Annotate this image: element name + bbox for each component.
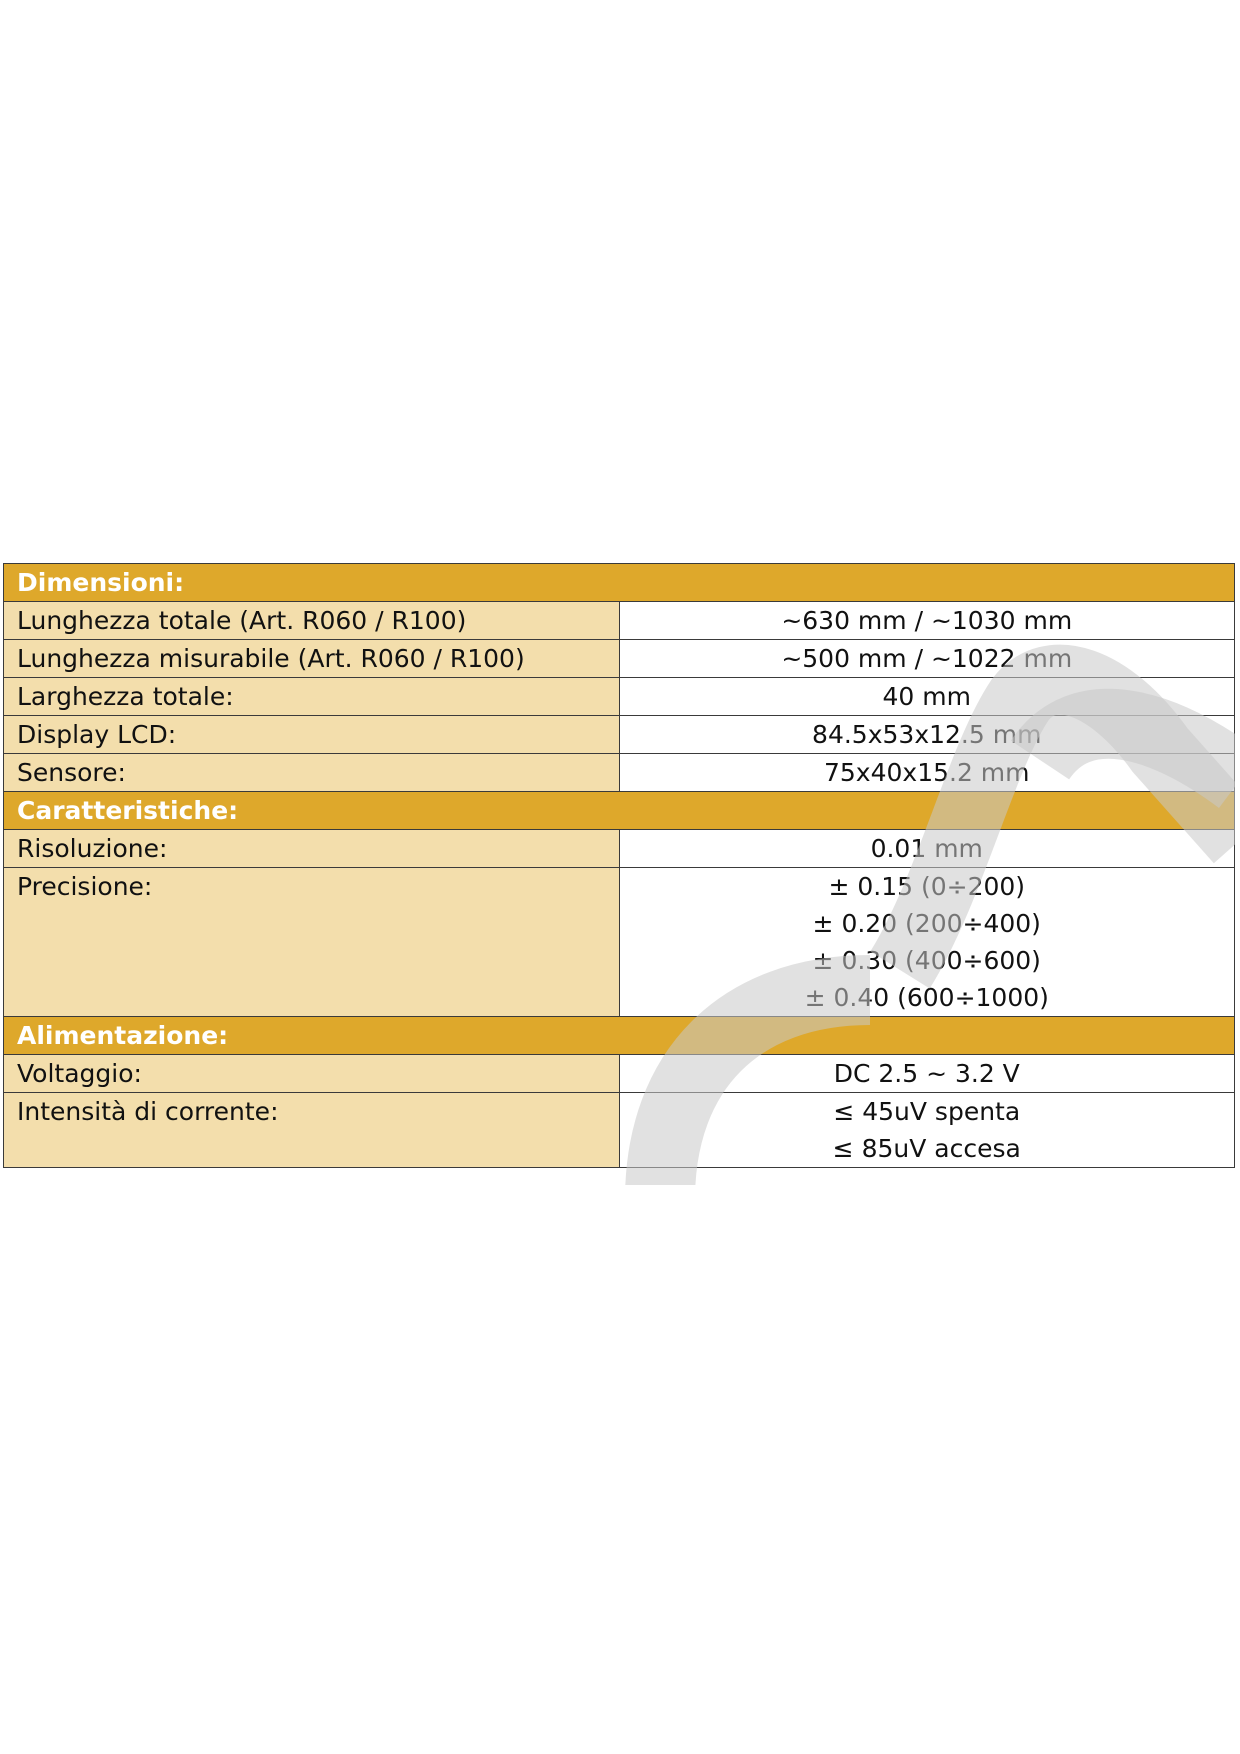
row-value bbox=[619, 868, 1235, 1017]
section-header-caratteristiche bbox=[4, 792, 1235, 830]
value-line: ± 0.30 (400÷600) bbox=[812, 946, 1041, 975]
row-label: Sensore: bbox=[4, 754, 620, 792]
row-value bbox=[619, 716, 1235, 754]
row-value bbox=[619, 640, 1235, 678]
value-line: ± 0.20 (200÷400) bbox=[812, 909, 1041, 938]
table-row bbox=[4, 678, 1235, 716]
row-value bbox=[619, 830, 1235, 868]
section-title: Caratteristiche: bbox=[4, 792, 1235, 830]
value-line: ~630 mm / ~1030 mm bbox=[781, 606, 1073, 635]
value-line: 40 mm bbox=[882, 682, 971, 711]
table-row bbox=[4, 754, 1235, 792]
value-line: ± 0.15 (0÷200) bbox=[828, 872, 1026, 901]
row-label: Larghezza totale: bbox=[4, 678, 620, 716]
row-value bbox=[619, 1055, 1235, 1093]
row-value bbox=[619, 602, 1235, 640]
row-value bbox=[619, 678, 1235, 716]
row-label: Risoluzione: bbox=[4, 830, 620, 868]
table-row bbox=[4, 1055, 1235, 1093]
table-row bbox=[4, 640, 1235, 678]
value-line: 84.5x53x12.5 mm bbox=[812, 720, 1042, 749]
section-header-dimensioni bbox=[4, 564, 1235, 602]
section-title: Dimensioni: bbox=[4, 564, 1235, 602]
value-line: 0.01 mm bbox=[870, 834, 983, 863]
value-line: 75x40x15.2 mm bbox=[823, 758, 1030, 787]
value-line: ~500 mm / ~1022 mm bbox=[781, 644, 1073, 673]
value-line: ≤ 45uV spenta bbox=[833, 1097, 1021, 1126]
table-row bbox=[4, 1093, 1235, 1168]
table-row bbox=[4, 602, 1235, 640]
row-value bbox=[619, 754, 1235, 792]
value-line: ± 0.40 (600÷1000) bbox=[804, 983, 1049, 1012]
section-title: Alimentazione: bbox=[4, 1017, 1235, 1055]
section-header-alimentazione bbox=[4, 1017, 1235, 1055]
specifications-table bbox=[3, 563, 1235, 1168]
table-row bbox=[4, 868, 1235, 1017]
value-line: ≤ 85uV accesa bbox=[832, 1134, 1021, 1163]
row-value bbox=[619, 1093, 1235, 1168]
table-row bbox=[4, 716, 1235, 754]
row-label: Lunghezza totale (Art. R060 / R100) bbox=[4, 602, 620, 640]
row-label: Precisione: bbox=[4, 868, 620, 1017]
value-line: DC 2.5 ~ 3.2 V bbox=[833, 1059, 1020, 1088]
row-label: Display LCD: bbox=[4, 716, 620, 754]
table-row bbox=[4, 830, 1235, 868]
row-label: Lunghezza misurabile (Art. R060 / R100) bbox=[4, 640, 620, 678]
row-label: Voltaggio: bbox=[4, 1055, 620, 1093]
row-label: Intensità di corrente: bbox=[4, 1093, 620, 1168]
